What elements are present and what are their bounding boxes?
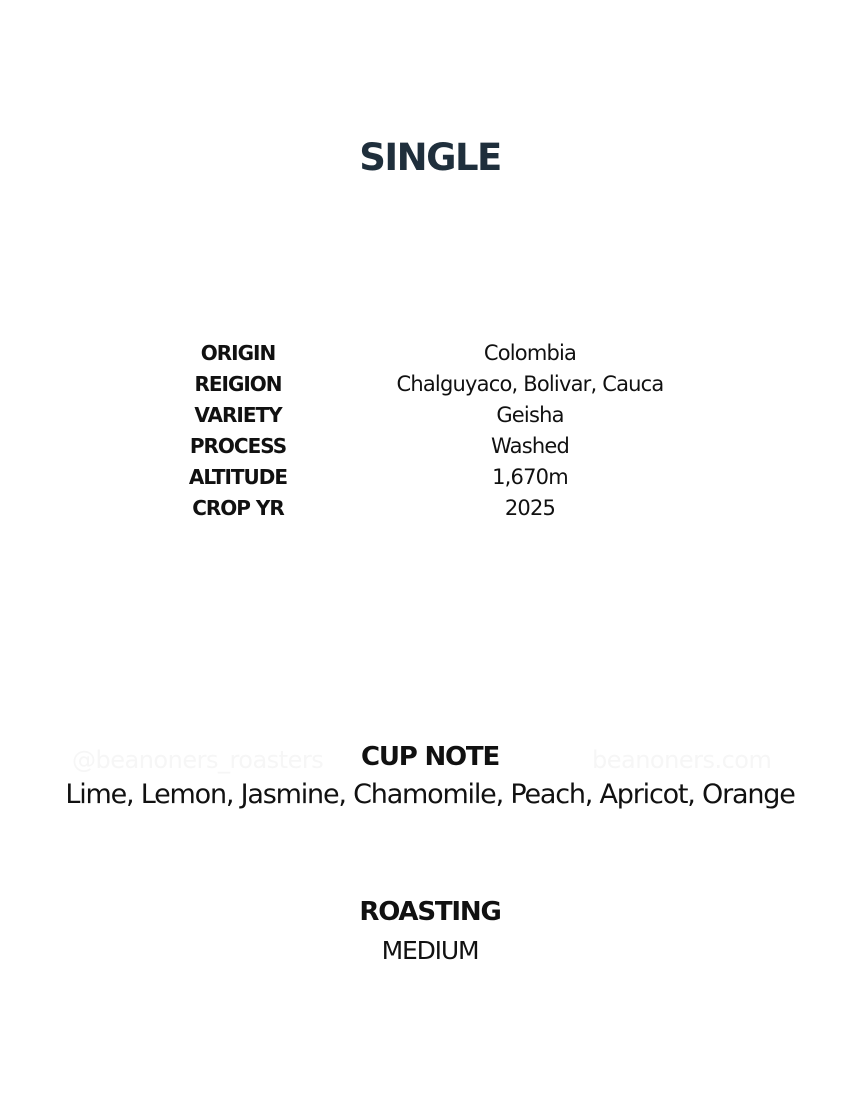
spec-label: ORIGIN: [200, 341, 276, 365]
spec-value: Washed: [491, 434, 569, 458]
spec-value: Colombia: [483, 341, 577, 365]
spec-row-altitude: [0, 462, 860, 493]
cup-note-text: Lime, Lemon, Jasmine, Chamomile, Peach, Apricot, Orange: [65, 779, 795, 810]
spec-row-variety: [0, 400, 860, 431]
roasting-level: MEDIUM: [381, 936, 479, 965]
spec-label: PROCESS: [189, 434, 287, 458]
spec-label: ALTITUDE: [188, 465, 288, 489]
page-title: SINGLE: [359, 136, 501, 179]
spec-row-crop-year: [0, 493, 860, 524]
spec-row-region: [0, 369, 860, 400]
spec-value: Geisha: [496, 403, 564, 427]
roasting-heading: ROASTING: [359, 897, 501, 927]
spec-value: 1,670m: [492, 465, 568, 489]
spec-value: 2025: [504, 496, 556, 520]
spec-row-process: [0, 431, 860, 462]
spec-label: VARIETY: [194, 403, 282, 427]
cup-note-heading: CUP NOTE: [360, 742, 500, 772]
spec-label: REIGION: [194, 372, 282, 396]
spec-value: Chalguyaco, Bolivar, Cauca: [396, 372, 664, 396]
watermark-handle: @beanoners_roasters: [72, 746, 324, 774]
watermark-website: beanoners.com: [592, 746, 772, 774]
spec-row-origin: [0, 338, 860, 369]
spec-label: CROP YR: [192, 496, 284, 520]
spec-table: [0, 338, 860, 524]
